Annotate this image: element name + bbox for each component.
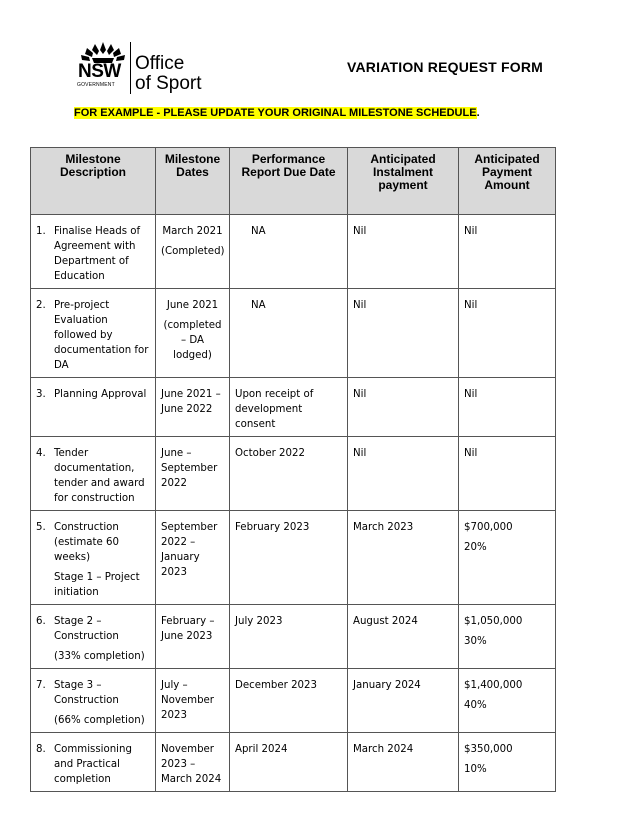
report-due-line: NA (251, 226, 266, 237)
cell-description (31, 605, 156, 669)
amount-line: $700,000 (464, 522, 513, 533)
cell-amount (459, 215, 556, 289)
cell-description (31, 511, 156, 605)
table-body (31, 215, 556, 792)
cell-instalment: January 2024 (348, 669, 459, 733)
cell-description (31, 437, 156, 511)
cell-instalment: Nil (348, 215, 459, 289)
cell-dates (156, 289, 230, 378)
report-due-line: February 2023 (235, 522, 310, 533)
dates-line: June – September 2022 (161, 448, 218, 489)
header-report-due: Performance Report Due Date (230, 148, 348, 215)
description-line: (66% completion) (54, 715, 145, 726)
row-number: 5. (36, 522, 46, 533)
amount-line: $1,400,000 (464, 680, 523, 691)
row-number: 7. (36, 680, 46, 691)
report-due-line: Upon receipt of development consent (235, 389, 314, 430)
row-number: 6. (36, 616, 46, 627)
cell-report-due (230, 437, 348, 511)
cell-report-due (230, 511, 348, 605)
form-title: VARIATION REQUEST FORM (347, 59, 543, 75)
description-text (54, 298, 150, 373)
description-text (54, 224, 150, 284)
cell-report-due (230, 733, 348, 792)
cell-description (31, 215, 156, 289)
dates-line: November 2023 – March 2024 (161, 744, 222, 785)
report-due-line: April 2024 (235, 744, 288, 755)
dates-line: (Completed) (161, 246, 225, 257)
logo-government-text: GOVERNMENT (77, 82, 115, 88)
table-header-row (31, 148, 556, 215)
cell-amount (459, 289, 556, 378)
description-line: Stage 1 – Project initiation (54, 572, 140, 598)
logo-sport-text: of Sport (135, 73, 202, 94)
logo-office-text: Office (135, 53, 185, 74)
logo-divider (130, 42, 131, 94)
cell-amount (459, 378, 556, 437)
description-wrap (36, 520, 150, 600)
description-wrap (36, 298, 150, 373)
row-number: 3. (36, 389, 46, 400)
row-number: 8. (36, 744, 46, 755)
table-row (31, 215, 556, 289)
cell-amount (459, 605, 556, 669)
description-line: Planning Approval (54, 389, 147, 400)
description-line: Construction (estimate 60 weeks) (54, 522, 120, 563)
row-number: 4. (36, 448, 46, 459)
description-text (54, 614, 150, 664)
description-line: Commissioning and Practical completion (54, 744, 132, 785)
cell-instalment: March 2024 (348, 733, 459, 792)
dates-line: June 2021 (166, 300, 219, 311)
cell-description (31, 669, 156, 733)
cell-report-due (230, 378, 348, 437)
amount-line: Nil (464, 389, 478, 400)
logo-nsw-text: NSW (78, 61, 121, 82)
description-line: Stage 2 – Construction (54, 616, 119, 642)
report-due-line: December 2023 (235, 680, 317, 691)
report-due-line: July 2023 (235, 616, 283, 627)
description-wrap (36, 614, 150, 664)
description-line: Tender documentation, tender and award for construction (54, 448, 145, 504)
cell-report-due (230, 605, 348, 669)
amount-line: Nil (464, 300, 478, 311)
header-amount: Anticipated Payment Amount (459, 148, 556, 215)
cell-report-due (230, 215, 348, 289)
cell-instalment: Nil (348, 289, 459, 378)
description-wrap (36, 387, 150, 402)
description-wrap (36, 678, 150, 728)
row-number: 2. (36, 300, 46, 311)
description-line: Stage 3 – Construction (54, 680, 119, 706)
description-text (54, 678, 150, 728)
cell-dates (156, 605, 230, 669)
table-row (31, 289, 556, 378)
dates-line: March 2021 (162, 226, 223, 237)
description-wrap (36, 224, 150, 284)
amount-line: $1,050,000 (464, 616, 523, 627)
dates-line: February – June 2023 (161, 616, 215, 642)
description-text (54, 387, 150, 402)
amount-line: 20% (464, 542, 487, 553)
description-line: Pre-project Evaluation followed by documentation for DA (54, 300, 149, 371)
dates-line: September 2022 – January 2023 (161, 522, 218, 578)
cell-instalment: March 2023 (348, 511, 459, 605)
cell-dates (156, 437, 230, 511)
cell-dates (156, 215, 230, 289)
description-line: (33% completion) (54, 651, 145, 662)
cell-report-due (230, 289, 348, 378)
cell-description (31, 289, 156, 378)
cell-dates (156, 511, 230, 605)
table-row (31, 605, 556, 669)
report-due-line: NA (251, 300, 266, 311)
example-note-highlight: FOR EXAMPLE - PLEASE UPDATE YOUR ORIGINAL MILESTONE SCHEDULE (74, 107, 477, 119)
amount-line: $350,000 (464, 744, 513, 755)
milestone-table (30, 147, 556, 792)
amount-line: Nil (464, 226, 478, 237)
table-row (31, 733, 556, 792)
description-line: Finalise Heads of Agreement with Department of Education (54, 226, 141, 282)
dates-line: June 2021 – June 2022 (161, 389, 221, 415)
cell-instalment: Nil (348, 437, 459, 511)
header-dates: Milestone Dates (156, 148, 230, 215)
amount-line: 10% (464, 764, 487, 775)
cell-amount (459, 437, 556, 511)
report-due-line: October 2022 (235, 448, 305, 459)
table-row (31, 669, 556, 733)
cell-amount (459, 669, 556, 733)
amount-line: 40% (464, 700, 487, 711)
cell-amount (459, 733, 556, 792)
header-description: Milestone Description (31, 148, 156, 215)
cell-amount (459, 511, 556, 605)
description-text (54, 742, 150, 787)
table-row (31, 511, 556, 605)
office-of-sport-logo (72, 40, 222, 96)
table-row (31, 437, 556, 511)
cell-report-due (230, 669, 348, 733)
amount-line: 30% (464, 636, 487, 647)
example-note-suffix: . (476, 107, 480, 119)
table-row (31, 378, 556, 437)
dates-line: July – November 2023 (161, 680, 214, 721)
row-number: 1. (36, 226, 46, 237)
cell-dates (156, 733, 230, 792)
cell-instalment: August 2024 (348, 605, 459, 669)
example-note (74, 107, 480, 119)
description-text (54, 520, 150, 600)
cell-dates (156, 669, 230, 733)
description-wrap (36, 446, 150, 506)
cell-dates (156, 378, 230, 437)
dates-line: (completed – DA lodged) (163, 320, 222, 361)
description-text (54, 446, 150, 506)
header-instalment: Anticipated Instalment payment (348, 148, 459, 215)
amount-line: Nil (464, 448, 478, 459)
cell-description (31, 733, 156, 792)
cell-instalment: Nil (348, 378, 459, 437)
cell-description (31, 378, 156, 437)
description-wrap (36, 742, 150, 787)
